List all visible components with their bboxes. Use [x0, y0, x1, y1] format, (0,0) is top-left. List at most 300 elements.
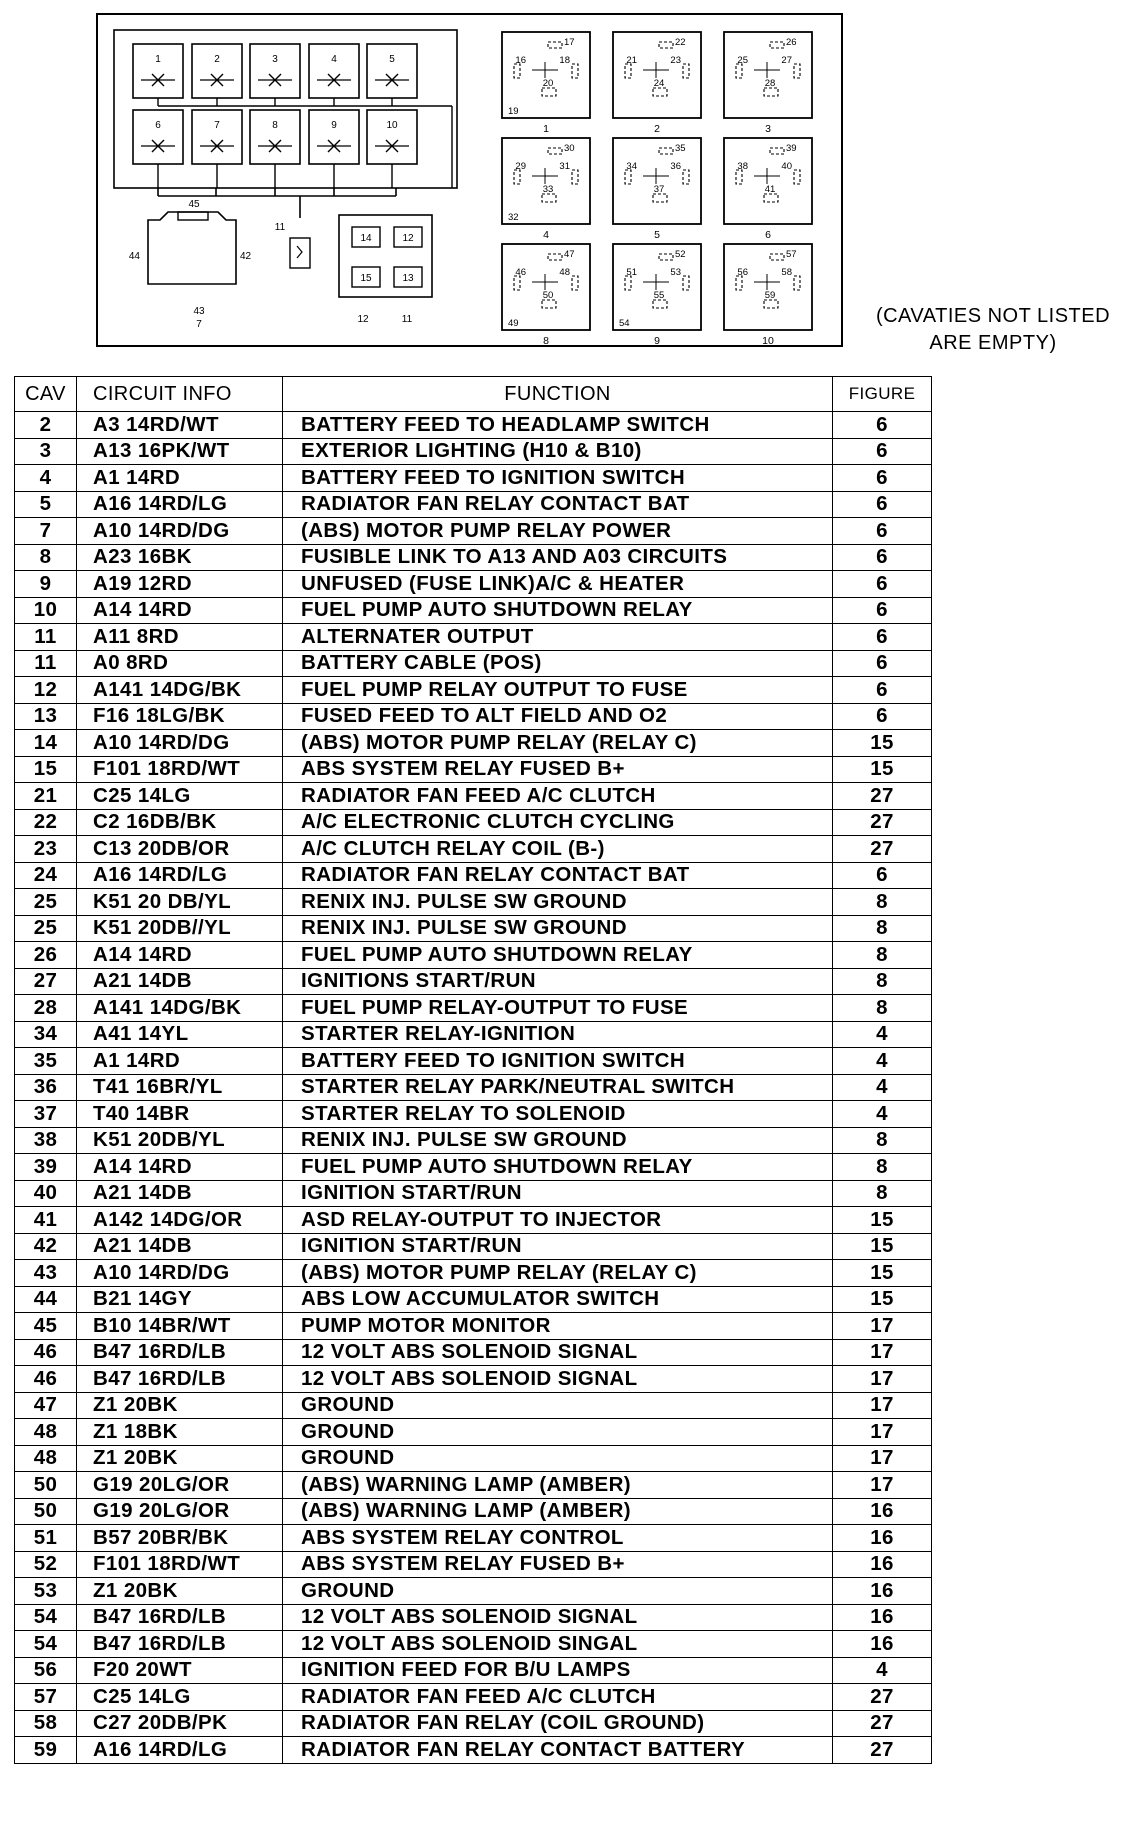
figure-cell: 8 [833, 915, 932, 942]
cav-cell: 13 [15, 703, 77, 730]
connector7-right-label: 42 [240, 251, 252, 262]
figure-cell: 27 [833, 1737, 932, 1764]
figure-cell: 17 [833, 1472, 932, 1499]
fuse-8 [250, 110, 300, 188]
figure-cell: 6 [833, 438, 932, 465]
figure-cell: 8 [833, 889, 932, 916]
function-cell: ABS SYSTEM RELAY FUSED B+ [283, 756, 833, 783]
function-cell: RADIATOR FAN FEED A/C CLUTCH [283, 783, 833, 810]
cav-cell: 36 [15, 1074, 77, 1101]
fuse-number: 6 [155, 120, 161, 131]
circuit-info-cell: F101 18RD/WT [77, 756, 283, 783]
cav-cell: 48 [15, 1445, 77, 1472]
relay-pin-label: 56 [737, 267, 748, 278]
function-cell: 12 VOLT ABS SOLENOID SIGNAL [283, 1366, 833, 1393]
relay-pin-label: 16 [515, 55, 526, 66]
cav-cell: 46 [15, 1339, 77, 1366]
table-row [15, 518, 932, 545]
circuit-info-cell: F101 18RD/WT [77, 1551, 283, 1578]
table-row [15, 1127, 932, 1154]
cav-cell: 23 [15, 836, 77, 863]
table-row [15, 1445, 932, 1472]
figure-cell: 8 [833, 1180, 932, 1207]
figure-cell: 17 [833, 1445, 932, 1472]
table-row [15, 1207, 932, 1234]
table-header-row [15, 377, 932, 412]
fuse-9 [309, 110, 359, 188]
function-cell: IGNITION START/RUN [283, 1180, 833, 1207]
cav-cell: 50 [15, 1472, 77, 1499]
figure-cell: 16 [833, 1525, 932, 1552]
figure-cell: 17 [833, 1339, 932, 1366]
circuit-info-cell: C25 14LG [77, 783, 283, 810]
circuit-info-cell: B47 16RD/LB [77, 1604, 283, 1631]
figure-cell: 27 [833, 1684, 932, 1711]
circuit-info-cell: K51 20 DB/YL [77, 889, 283, 916]
cav-cell: 57 [15, 1684, 77, 1711]
function-cell: A/C CLUTCH RELAY COIL (B-) [283, 836, 833, 863]
function-cell: RENIX INJ. PULSE SW GROUND [283, 1127, 833, 1154]
function-cell: STARTER RELAY-IGNITION [283, 1021, 833, 1048]
cav-cell: 10 [15, 597, 77, 624]
cav-cell: 11 [15, 624, 77, 651]
figure-cell: 6 [833, 597, 932, 624]
relay-socket-3 [724, 32, 812, 135]
function-cell: ABS SYSTEM RELAY CONTROL [283, 1525, 833, 1552]
header-circuit-info: CIRCUIT INFO [77, 377, 283, 412]
cav-cell: 47 [15, 1392, 77, 1419]
fuse-6 [133, 110, 183, 188]
cav-cell: 53 [15, 1578, 77, 1605]
figure-cell: 4 [833, 1101, 932, 1128]
function-cell: RENIX INJ. PULSE SW GROUND [283, 889, 833, 916]
circuit-info-cell: A14 14RD [77, 597, 283, 624]
cav-cell: 24 [15, 862, 77, 889]
figure-cell: 15 [833, 1286, 932, 1313]
figure-cell: 16 [833, 1604, 932, 1631]
figure-cell: 6 [833, 544, 932, 571]
cav-cell: 56 [15, 1657, 77, 1684]
circuit-info-cell: F16 18LG/BK [77, 703, 283, 730]
figure-cell: 15 [833, 1233, 932, 1260]
figure-cell: 6 [833, 862, 932, 889]
relay-pin-label: 21 [626, 55, 637, 66]
cav-cell: 54 [15, 1631, 77, 1658]
relay-socket-6 [724, 138, 812, 241]
empty-cavities-note [850, 303, 1136, 357]
table-row [15, 1684, 932, 1711]
cav-cell: 14 [15, 730, 77, 757]
figure-cell: 4 [833, 1048, 932, 1075]
relay-pin-label: 27 [781, 55, 792, 66]
figure-cell: 6 [833, 571, 932, 598]
circuit-info-cell: K51 20DB/YL [77, 1127, 283, 1154]
circuit-info-cell: T41 16BR/YL [77, 1074, 283, 1101]
relay-socket-8 [502, 244, 590, 347]
relay-pin-label: 41 [764, 184, 776, 195]
function-cell: RADIATOR FAN RELAY (COIL GROUND) [283, 1710, 833, 1737]
relay-pin-label: 18 [559, 55, 570, 66]
table-row [15, 730, 932, 757]
figure-cell: 6 [833, 412, 932, 439]
circuit-info-cell: A19 12RD [77, 571, 283, 598]
terminal-13 [394, 267, 422, 287]
cav-cell: 4 [15, 465, 77, 492]
figure-cell: 16 [833, 1578, 932, 1605]
table-row [15, 412, 932, 439]
cav-cell: 11 [15, 650, 77, 677]
cav-cell: 21 [15, 783, 77, 810]
relay-pin-label: 49 [508, 318, 519, 329]
circuit-info-cell: B57 20BR/BK [77, 1525, 283, 1552]
header-function: FUNCTION [283, 377, 833, 412]
circuit-info-cell: C25 14LG [77, 1684, 283, 1711]
cav-cell: 42 [15, 1233, 77, 1260]
table-row [15, 1631, 932, 1658]
cav-cell: 45 [15, 1313, 77, 1340]
function-cell: 12 VOLT ABS SOLENOID SIGNAL [283, 1339, 833, 1366]
figure-cell: 17 [833, 1366, 932, 1393]
diagram-frame [97, 14, 842, 346]
table-row [15, 836, 932, 863]
relay-pin-label: 46 [515, 267, 526, 278]
circuit-info-cell: A23 16BK [77, 544, 283, 571]
table-row [15, 571, 932, 598]
relay-pin-label: 23 [670, 55, 681, 66]
figure-cell: 6 [833, 465, 932, 492]
fuse-7 [192, 110, 242, 188]
function-cell: STARTER RELAY TO SOLENOID [283, 1101, 833, 1128]
figure-cell: 15 [833, 730, 932, 757]
function-cell: ALTERNATER OUTPUT [283, 624, 833, 651]
circuit-info-cell: B47 16RD/LB [77, 1339, 283, 1366]
table-row [15, 677, 932, 704]
circuit-info-cell: C2 16DB/BK [77, 809, 283, 836]
function-cell: A/C ELECTRONIC CLUTCH CYCLING [283, 809, 833, 836]
circuit-info-cell: A11 8RD [77, 624, 283, 651]
cav-cell: 58 [15, 1710, 77, 1737]
circuit-info-cell: A21 14DB [77, 1180, 283, 1207]
figure-cell: 27 [833, 1710, 932, 1737]
relay-socket-label: 1 [543, 123, 549, 135]
connector7-left-label: 44 [128, 251, 140, 262]
table-row [15, 1313, 932, 1340]
circuit-info-cell: A10 14RD/DG [77, 518, 283, 545]
relay-pin-label: 47 [564, 249, 575, 260]
figure-cell: 15 [833, 1207, 932, 1234]
cav-cell: 44 [15, 1286, 77, 1313]
circuit-info-cell: A21 14DB [77, 1233, 283, 1260]
table-row [15, 1154, 932, 1181]
table-row [15, 756, 932, 783]
relay-pin-label: 35 [675, 143, 686, 154]
fuse-number: 5 [389, 54, 395, 65]
cav-cell: 27 [15, 968, 77, 995]
terminal-12 [394, 227, 422, 247]
relay-pin-label: 36 [670, 161, 681, 172]
function-cell: (ABS) MOTOR PUMP RELAY (RELAY C) [283, 1260, 833, 1287]
relay-pin-label: 22 [675, 37, 686, 48]
fuse-number: 4 [331, 54, 337, 65]
figure-cell: 6 [833, 703, 932, 730]
function-cell: RADIATOR FAN RELAY CONTACT BAT [283, 862, 833, 889]
table-row [15, 491, 932, 518]
function-cell: RADIATOR FAN RELAY CONTACT BATTERY [283, 1737, 833, 1764]
cav-cell: 15 [15, 756, 77, 783]
relay-pin-label: 24 [653, 78, 665, 89]
relay-socket-label: 9 [654, 335, 660, 347]
cav-cell: 37 [15, 1101, 77, 1128]
relay-socket-label: 2 [654, 123, 660, 135]
table-row [15, 1180, 932, 1207]
figure-cell: 6 [833, 624, 932, 651]
table-row [15, 1710, 932, 1737]
relay-pin-label: 50 [542, 290, 554, 301]
table-row [15, 915, 932, 942]
figure-cell: 4 [833, 1021, 932, 1048]
function-cell: GROUND [283, 1578, 833, 1605]
fuse-1 [133, 44, 183, 106]
table-row [15, 1419, 932, 1446]
function-cell: ASD RELAY-OUTPUT TO INJECTOR [283, 1207, 833, 1234]
cav-cell: 41 [15, 1207, 77, 1234]
function-cell: ABS SYSTEM RELAY FUSED B+ [283, 1551, 833, 1578]
function-cell: BATTERY CABLE (POS) [283, 650, 833, 677]
table-row [15, 942, 932, 969]
relay-socket-5 [613, 138, 701, 241]
figure-cell: 8 [833, 968, 932, 995]
cav-cell: 25 [15, 915, 77, 942]
table-row [15, 465, 932, 492]
table-row [15, 544, 932, 571]
function-cell: IGNITIONS START/RUN [283, 968, 833, 995]
cav-cell: 8 [15, 544, 77, 571]
cav-cell: 12 [15, 677, 77, 704]
relay-socket-label: 6 [765, 229, 771, 241]
function-cell: FUSIBLE LINK TO A13 AND A03 CIRCUITS [283, 544, 833, 571]
function-cell: (ABS) WARNING LAMP (AMBER) [283, 1498, 833, 1525]
relay-socket-4 [502, 138, 590, 241]
figure-cell: 15 [833, 756, 932, 783]
relay-pin-label: 28 [764, 78, 776, 89]
table-row [15, 624, 932, 651]
table-row [15, 1525, 932, 1552]
terminal-14 [352, 227, 380, 247]
function-cell: RENIX INJ. PULSE SW GROUND [283, 915, 833, 942]
figure-cell: 16 [833, 1631, 932, 1658]
fuse-number: 7 [214, 120, 220, 131]
function-cell: GROUND [283, 1419, 833, 1446]
table-row [15, 597, 932, 624]
cav-cell: 35 [15, 1048, 77, 1075]
function-cell: BATTERY FEED TO IGNITION SWITCH [283, 465, 833, 492]
relay-socket-9 [613, 244, 701, 347]
function-cell: RADIATOR FAN FEED A/C CLUTCH [283, 1684, 833, 1711]
figure-cell: 8 [833, 995, 932, 1022]
circuit-info-cell: G19 20LG/OR [77, 1472, 283, 1499]
table-row [15, 1737, 932, 1764]
cav-cell: 59 [15, 1737, 77, 1764]
function-cell: PUMP MOTOR MONITOR [283, 1313, 833, 1340]
header-cav: CAV [15, 377, 77, 412]
figure-cell: 15 [833, 1260, 932, 1287]
fuse-number: 2 [214, 54, 220, 65]
relay-pin-label: 33 [542, 184, 554, 195]
table-row [15, 1260, 932, 1287]
circuit-info-cell: A16 14RD/LG [77, 862, 283, 889]
relay-pin-label: 53 [670, 267, 681, 278]
terminal-label: 14 [360, 233, 372, 244]
fuse-3 [250, 44, 300, 106]
terminal-15 [352, 267, 380, 287]
relay-pin-label: 25 [737, 55, 748, 66]
function-cell: STARTER RELAY PARK/NEUTRAL SWITCH [283, 1074, 833, 1101]
relay-pin-label: 31 [559, 161, 570, 172]
cav-cell: 51 [15, 1525, 77, 1552]
figure-cell: 6 [833, 650, 932, 677]
table-row [15, 1021, 932, 1048]
connector7-top-label: 45 [188, 199, 200, 210]
cav-cell: 25 [15, 889, 77, 916]
function-cell: FUEL PUMP RELAY OUTPUT TO FUSE [283, 677, 833, 704]
figure-cell: 16 [833, 1498, 932, 1525]
function-cell: ABS LOW ACCUMULATOR SWITCH [283, 1286, 833, 1313]
function-cell: GROUND [283, 1392, 833, 1419]
table-row [15, 1551, 932, 1578]
cav-cell: 22 [15, 809, 77, 836]
cav-cell: 7 [15, 518, 77, 545]
cav-cell: 2 [15, 412, 77, 439]
relay-pin-label: 57 [786, 249, 797, 260]
table-row [15, 783, 932, 810]
relay-pin-label: 19 [508, 106, 519, 117]
cav-cell: 34 [15, 1021, 77, 1048]
function-cell: IGNITION START/RUN [283, 1233, 833, 1260]
relay-pin-label: 51 [626, 267, 637, 278]
function-cell: (ABS) WARNING LAMP (AMBER) [283, 1472, 833, 1499]
relay-socket-10 [724, 244, 812, 347]
cav-cell: 43 [15, 1260, 77, 1287]
relay-pin-label: 54 [619, 318, 630, 329]
circuit-info-cell: A16 14RD/LG [77, 491, 283, 518]
circuit-info-cell: B21 14GY [77, 1286, 283, 1313]
circuit-info-cell: B47 16RD/LB [77, 1631, 283, 1658]
fuse-10 [367, 110, 417, 188]
circuit-info-cell: A141 14DG/BK [77, 677, 283, 704]
figure-cell: 6 [833, 491, 932, 518]
fuse-number: 1 [155, 54, 161, 65]
table-row [15, 703, 932, 730]
function-cell: GROUND [283, 1445, 833, 1472]
relay-pin-label: 30 [564, 143, 575, 154]
figure-cell: 4 [833, 1657, 932, 1684]
cav-cell: 39 [15, 1154, 77, 1181]
relay-pin-label: 39 [786, 143, 797, 154]
note-line-1: (CAVATIES NOT LISTED [875, 305, 1111, 327]
function-cell: FUEL PUMP RELAY-OUTPUT TO FUSE [283, 995, 833, 1022]
terminal-label: 13 [402, 273, 414, 284]
function-cell: FUEL PUMP AUTO SHUTDOWN RELAY [283, 597, 833, 624]
figure-cell: 16 [833, 1551, 932, 1578]
cav-cell: 3 [15, 438, 77, 465]
figure-cell: 27 [833, 836, 932, 863]
cav-cell: 48 [15, 1419, 77, 1446]
table-row [15, 1392, 932, 1419]
cav-cell: 38 [15, 1127, 77, 1154]
function-cell: BATTERY FEED TO HEADLAMP SWITCH [283, 412, 833, 439]
function-cell: FUEL PUMP AUTO SHUTDOWN RELAY [283, 942, 833, 969]
cav-cell: 28 [15, 995, 77, 1022]
circuit-info-cell: A142 14DG/OR [77, 1207, 283, 1234]
table-row [15, 1366, 932, 1393]
figure-cell: 8 [833, 1154, 932, 1181]
figure-cell: 17 [833, 1313, 932, 1340]
cav-cell: 46 [15, 1366, 77, 1393]
circuit-info-cell: Z1 20BK [77, 1578, 283, 1605]
connector7-name: 7 [196, 319, 202, 330]
relay-pin-label: 55 [653, 290, 665, 301]
fuse-5 [367, 44, 417, 106]
relay-pin-label: 38 [737, 161, 748, 172]
cav-cell: 9 [15, 571, 77, 598]
fuse-number: 9 [331, 120, 337, 131]
relay-pin-label: 40 [781, 161, 792, 172]
cav-cell: 54 [15, 1604, 77, 1631]
circuit-info-cell: Z1 18BK [77, 1419, 283, 1446]
relay-pin-label: 34 [626, 161, 637, 172]
circuit-info-cell: A10 14RD/DG [77, 730, 283, 757]
figure-cell: 6 [833, 518, 932, 545]
fuse-2 [192, 44, 242, 106]
relay-socket-2 [613, 32, 701, 135]
table-row [15, 889, 932, 916]
header-figure: FIGURE [833, 377, 932, 412]
cav-cell: 40 [15, 1180, 77, 1207]
function-cell: (ABS) MOTOR PUMP RELAY (RELAY C) [283, 730, 833, 757]
relay-pin-label: 26 [786, 37, 797, 48]
cavity-table [14, 376, 932, 1764]
fuse-number: 10 [386, 120, 398, 131]
table-row [15, 995, 932, 1022]
cav-cell: 52 [15, 1551, 77, 1578]
part11-label: 11 [274, 222, 286, 233]
circuit-info-cell: Z1 20BK [77, 1392, 283, 1419]
circuit-info-cell: B47 16RD/LB [77, 1366, 283, 1393]
circuit-info-cell: A1 14RD [77, 465, 283, 492]
fuse-number: 8 [272, 120, 278, 131]
relay-socket-label: 5 [654, 229, 660, 241]
function-cell: 12 VOLT ABS SOLENOID SIGNAL [283, 1604, 833, 1631]
circuit-info-cell: F20 20WT [77, 1657, 283, 1684]
cav-cell: 26 [15, 942, 77, 969]
table-row [15, 862, 932, 889]
circuit-info-cell: A41 14YL [77, 1021, 283, 1048]
circuit-info-cell: C13 20DB/OR [77, 836, 283, 863]
function-cell: RADIATOR FAN RELAY CONTACT BAT [283, 491, 833, 518]
relay-socket-label: 10 [762, 335, 774, 347]
circuit-info-cell: A21 14DB [77, 968, 283, 995]
figure-cell: 17 [833, 1392, 932, 1419]
relay-pin-label: 48 [559, 267, 570, 278]
table-row [15, 1472, 932, 1499]
connector7-bottom-label: 43 [193, 306, 205, 317]
relay-pin-label: 20 [542, 78, 554, 89]
relay-socket-1 [502, 32, 590, 135]
table-row [15, 438, 932, 465]
figure-cell: 8 [833, 942, 932, 969]
block12-label-right: 11 [401, 314, 413, 325]
terminal-label: 12 [402, 233, 414, 244]
